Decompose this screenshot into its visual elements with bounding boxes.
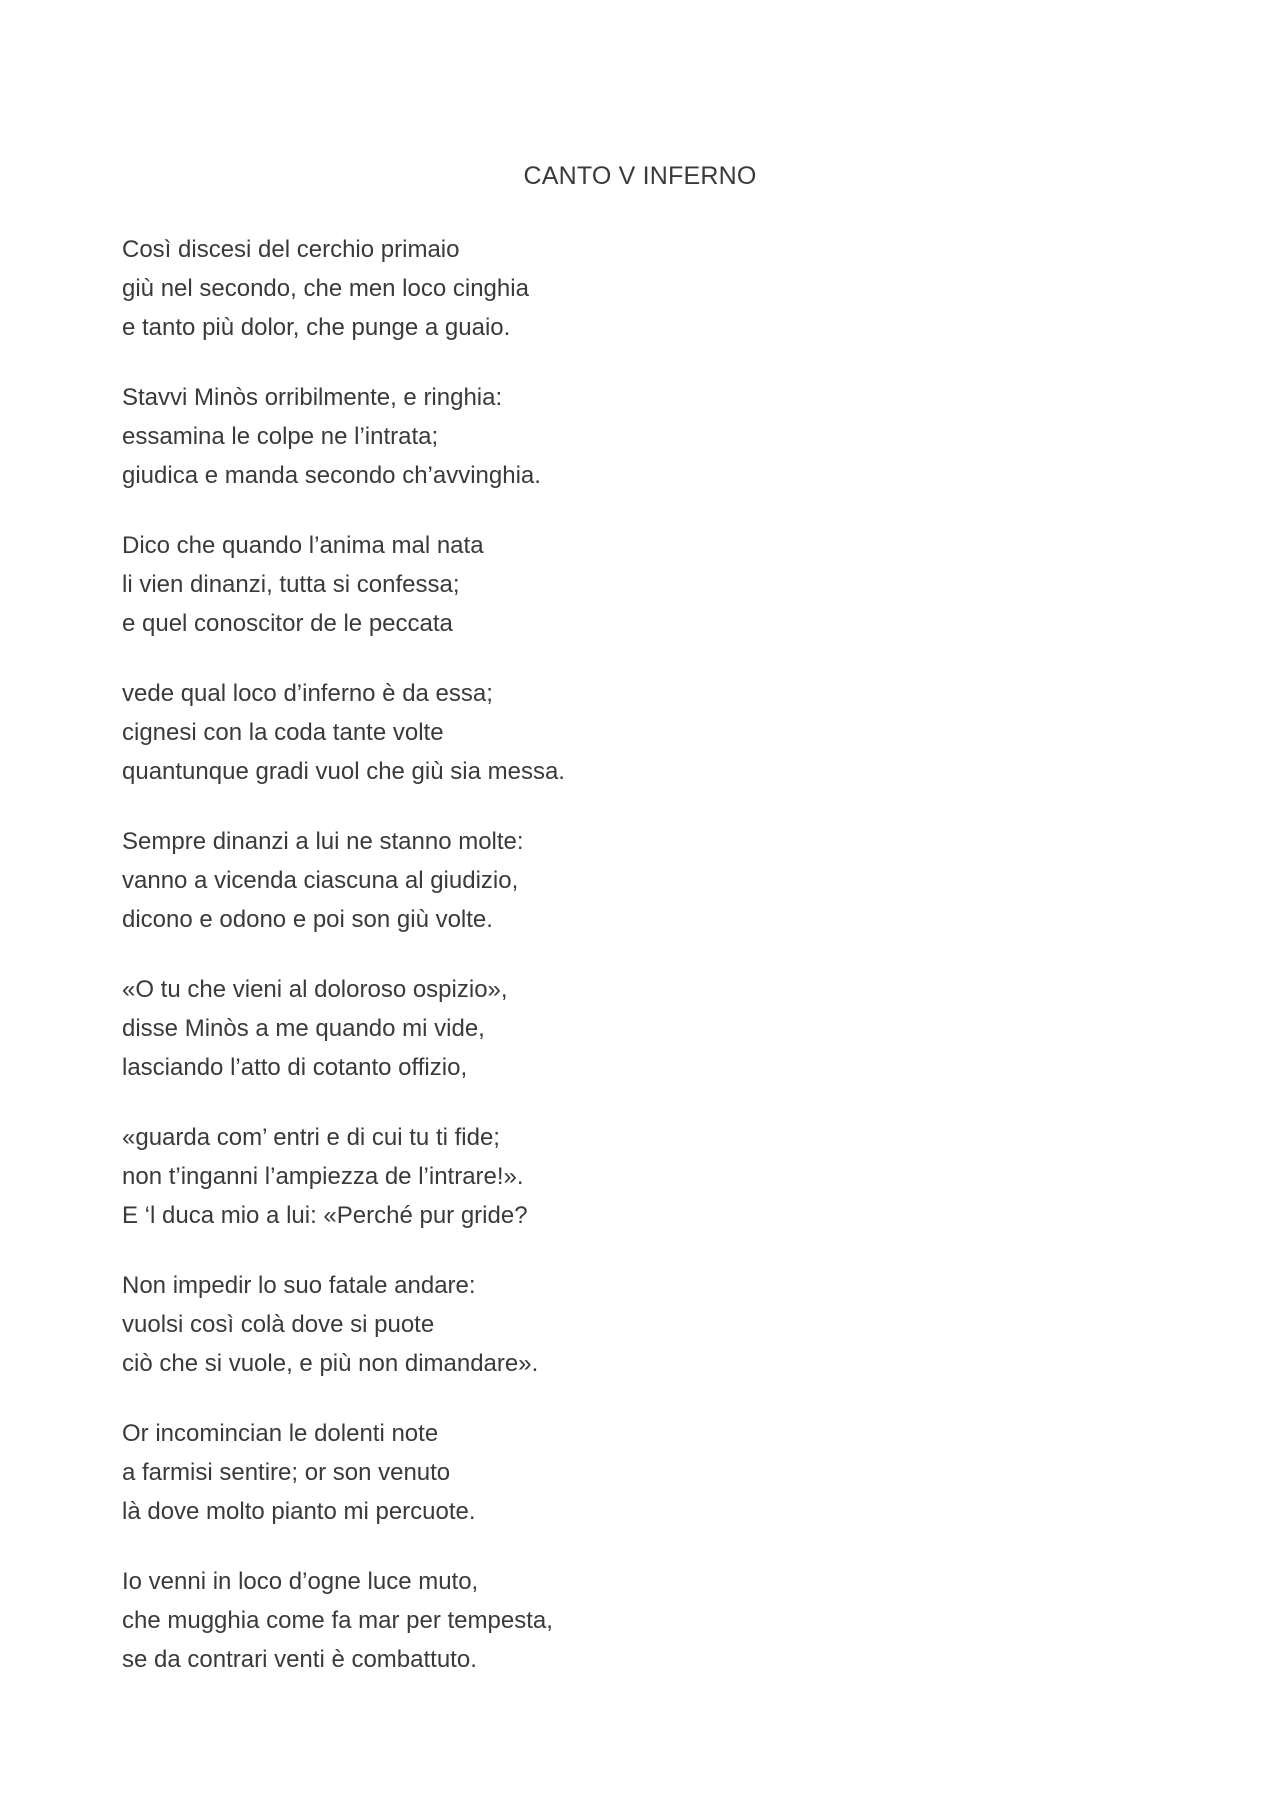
stanza-5 [122,822,1022,939]
verse-line: dicono e odono e poi son giù volte. [122,906,493,933]
verse-line: là dove molto pianto mi percuote. [122,1498,476,1525]
stanza-10 [122,1562,1022,1679]
verse-line: disse Minòs a me quando mi vide, [122,1015,485,1042]
stanza-9 [122,1414,1022,1531]
verse-line: quantunque gradi vuol che giù sia messa. [122,758,565,785]
verse-line: a farmisi sentire; or son venuto [122,1459,451,1486]
verse-line: Dico che quando l’anima mal nata [122,532,484,559]
stanza-8 [122,1266,1022,1383]
verse-line: ciò che si vuole, e più non dimandare». [122,1350,539,1377]
verse-line: Non impedir lo suo fatale andare: [122,1272,476,1299]
poem-body [122,230,1022,1710]
verse-line: giudica e manda secondo ch’avvinghia. [122,462,541,489]
verse-line: «guarda com’ entri e di cui tu ti fide; [122,1124,500,1151]
verse-line: E ‘l duca mio a lui: «Perché pur gride? [122,1202,528,1229]
verse-line: Sempre dinanzi a lui ne stanno molte: [122,828,524,855]
verse-line: Io venni in loco d’ogne luce muto, [122,1568,479,1595]
stanza-2 [122,378,1022,495]
verse-line: Or incomincian le dolenti note [122,1420,439,1447]
verse-line: li vien dinanzi, tutta si confessa; [122,571,460,598]
stanza-7 [122,1118,1022,1235]
stanza-3 [122,526,1022,643]
verse-line: non t’inganni l’ampiezza de l’intrare!». [122,1163,524,1190]
verse-line: essamina le colpe ne l’intrata; [122,423,439,450]
verse-line: e quel conoscitor de le peccata [122,610,453,637]
verse-line: Così discesi del cerchio primaio [122,236,460,263]
stanza-6 [122,970,1022,1087]
verse-line: giù nel secondo, che men loco cinghia [122,275,529,302]
verse-line: vanno a vicenda ciascuna al giudizio, [122,867,519,894]
stanza-1 [122,230,1022,347]
page-title: CANTO V INFERNO [523,162,757,190]
verse-line: cignesi con la coda tante volte [122,719,444,746]
verse-line: che mugghia come fa mar per tempesta, [122,1607,553,1634]
verse-line: vede qual loco d’inferno è da essa; [122,680,493,707]
verse-line: Stavvi Minòs orribilmente, e ringhia: [122,384,503,411]
verse-line: vuolsi così colà dove si puote [122,1311,435,1338]
verse-line: se da contrari venti è combattuto. [122,1646,477,1673]
verse-line: lasciando l’atto di cotanto offizio, [122,1054,468,1081]
verse-line: «O tu che vieni al doloroso ospizio», [122,976,508,1003]
stanza-4 [122,674,1022,791]
verse-line: e tanto più dolor, che punge a guaio. [122,314,511,341]
